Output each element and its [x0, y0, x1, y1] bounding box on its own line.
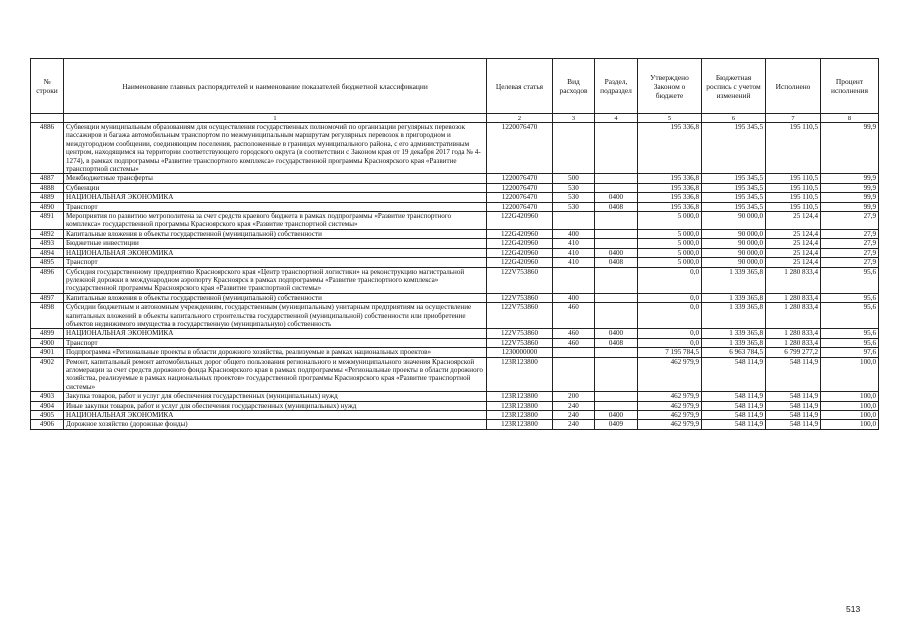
row-section: 0400 — [595, 248, 638, 257]
row-kind: 460 — [553, 329, 595, 338]
row-section: 0408 — [595, 258, 638, 267]
row-section: 0408 — [595, 338, 638, 347]
row-kind: 530 — [553, 193, 595, 202]
row-name: Капитальные вложения в объекты государственной (муниципальной) собственности — [64, 229, 487, 238]
table-row — [31, 258, 879, 267]
row-section — [595, 267, 638, 293]
row-approved: 7 195 784,5 — [638, 348, 702, 357]
row-executed: 1 280 833,4 — [766, 338, 821, 347]
column-number: 7 — [766, 114, 821, 123]
table-body — [31, 123, 879, 430]
row-kind: 410 — [553, 239, 595, 248]
row-section: 0400 — [595, 411, 638, 420]
row-percent: 97,6 — [821, 348, 879, 357]
row-number: 4903 — [31, 392, 64, 401]
table-row — [31, 348, 879, 357]
row-kind: 460 — [553, 338, 595, 347]
row-section — [595, 357, 638, 392]
row-schedule: 90 000,0 — [702, 212, 766, 230]
row-target: 1220076470 — [487, 193, 553, 202]
row-target: 122G420960 — [487, 248, 553, 257]
table-row — [31, 420, 879, 429]
row-target: 122V753860 — [487, 293, 553, 302]
row-percent: 99,9 — [821, 183, 879, 192]
header-kind: Вид расходов — [553, 59, 595, 114]
header-name: Наименование главных распорядителей и наименование показателей бюджетной классификации — [64, 59, 487, 114]
row-number: 4893 — [31, 239, 64, 248]
row-executed: 25 124,4 — [766, 248, 821, 257]
column-number-row — [31, 114, 879, 123]
row-name: Субсидия государственному предприятию Красноярского края «Центр транспортной логистики» на реконструкцию магистральной рулежной дорожки в международном аэропорту Красноярск в рамках подпрограммы «Развитие транспортного комплекса» государственной программы Красноярского края «Развитие транспортной системы» — [64, 267, 487, 293]
row-percent: 99,9 — [821, 193, 879, 202]
table-row — [31, 401, 879, 410]
row-section — [595, 123, 638, 174]
row-kind: 200 — [553, 392, 595, 401]
row-schedule: 90 000,0 — [702, 258, 766, 267]
row-name: НАЦИОНАЛЬНАЯ ЭКОНОМИКА — [64, 411, 487, 420]
table-row — [31, 329, 879, 338]
row-name: Транспорт — [64, 202, 487, 211]
row-percent: 27,9 — [821, 258, 879, 267]
row-target: 123R123800 — [487, 392, 553, 401]
row-percent: 27,9 — [821, 248, 879, 257]
row-number: 4906 — [31, 420, 64, 429]
row-kind: 400 — [553, 229, 595, 238]
row-schedule: 1 339 365,8 — [702, 303, 766, 329]
row-target: 1230000000 — [487, 348, 553, 357]
row-percent: 100,0 — [821, 420, 879, 429]
row-kind: 240 — [553, 401, 595, 410]
row-target: 123R123800 — [487, 401, 553, 410]
table-header — [31, 59, 879, 123]
table-row — [31, 229, 879, 238]
row-schedule: 90 000,0 — [702, 229, 766, 238]
row-number: 4899 — [31, 329, 64, 338]
column-number: 1 — [64, 114, 487, 123]
row-executed: 25 124,4 — [766, 229, 821, 238]
row-approved: 195 336,8 — [638, 183, 702, 192]
row-section — [595, 392, 638, 401]
row-schedule: 1 339 365,8 — [702, 293, 766, 302]
row-number: 4889 — [31, 193, 64, 202]
row-section: 0409 — [595, 420, 638, 429]
row-kind: 530 — [553, 183, 595, 192]
row-kind: 460 — [553, 303, 595, 329]
column-number: 2 — [487, 114, 553, 123]
row-approved: 195 336,8 — [638, 193, 702, 202]
table-row — [31, 202, 879, 211]
row-approved: 0,0 — [638, 267, 702, 293]
row-executed: 548 114,9 — [766, 401, 821, 410]
row-percent: 100,0 — [821, 392, 879, 401]
row-approved: 462 979,9 — [638, 411, 702, 420]
row-executed: 195 110,5 — [766, 174, 821, 183]
row-number: 4898 — [31, 303, 64, 329]
row-name: Субвенции муниципальным образованиям для осуществления государственных полномочий по организации регулярных перевозок пассажиров и багажа автомобильным транспортом по межмуниципальным маршрутам регулярных перевозок в пригородном и междугородном сообщении, соединяющим поселения, расположенные в границах муниципального района, с его административным центром, находящимся на территории соответствующего городского округа (в соответствии с Законом края от 19 декабря 2017 года № 4-1274), в рамках подпрограммы «Развитие транспортного комплекса» государственной программы Красноярского края «Развитие транспортной системы» — [64, 123, 487, 174]
table-row — [31, 193, 879, 202]
row-percent: 95,6 — [821, 293, 879, 302]
row-name: НАЦИОНАЛЬНАЯ ЭКОНОМИКА — [64, 248, 487, 257]
row-number: 4902 — [31, 357, 64, 392]
row-schedule: 90 000,0 — [702, 239, 766, 248]
row-section — [595, 229, 638, 238]
header-section: Раздел, подраздел — [595, 59, 638, 114]
row-name: Транспорт — [64, 258, 487, 267]
row-schedule: 548 114,9 — [702, 392, 766, 401]
row-percent: 100,0 — [821, 411, 879, 420]
row-name: Субвенции — [64, 183, 487, 192]
header-row-no: № строки — [31, 59, 64, 114]
row-section — [595, 212, 638, 230]
row-number: 4891 — [31, 212, 64, 230]
row-name: Подпрограмма «Региональные проекты в области дорожного хозяйства, реализуемые в рамках национальных проектов» — [64, 348, 487, 357]
column-number-blank — [31, 114, 64, 123]
column-number: 4 — [595, 114, 638, 123]
table-row — [31, 123, 879, 174]
row-schedule: 548 114,9 — [702, 411, 766, 420]
row-name: Межбюджетные трансферты — [64, 174, 487, 183]
row-kind: 240 — [553, 411, 595, 420]
row-approved: 0,0 — [638, 338, 702, 347]
row-approved: 0,0 — [638, 303, 702, 329]
row-schedule: 195 345,5 — [702, 193, 766, 202]
row-executed: 195 110,5 — [766, 202, 821, 211]
row-approved: 462 979,9 — [638, 392, 702, 401]
row-kind: 530 — [553, 202, 595, 211]
row-schedule: 195 345,5 — [702, 183, 766, 192]
table-row — [31, 183, 879, 192]
table-row — [31, 239, 879, 248]
row-executed: 548 114,9 — [766, 420, 821, 429]
row-number: 4894 — [31, 248, 64, 257]
row-target: 122G420960 — [487, 212, 553, 230]
row-number: 4901 — [31, 348, 64, 357]
row-target: 1220076470 — [487, 123, 553, 174]
row-approved: 195 336,8 — [638, 174, 702, 183]
row-number: 4904 — [31, 401, 64, 410]
row-name: НАЦИОНАЛЬНАЯ ЭКОНОМИКА — [64, 193, 487, 202]
page-number: 513 — [846, 604, 861, 614]
row-kind: 500 — [553, 174, 595, 183]
row-target: 122G420960 — [487, 258, 553, 267]
row-approved: 0,0 — [638, 329, 702, 338]
header-schedule: Бюджетная роспись с учетом изменений — [702, 59, 766, 114]
row-section — [595, 183, 638, 192]
row-section — [595, 174, 638, 183]
table-row — [31, 248, 879, 257]
header-approved: Утверждено Законом о бюджете — [638, 59, 702, 114]
row-percent: 95,6 — [821, 338, 879, 347]
row-schedule: 195 345,5 — [702, 123, 766, 174]
row-number: 4890 — [31, 202, 64, 211]
row-approved: 462 979,9 — [638, 420, 702, 429]
row-executed: 195 110,5 — [766, 183, 821, 192]
row-section: 0400 — [595, 329, 638, 338]
row-percent: 95,6 — [821, 329, 879, 338]
row-executed: 25 124,4 — [766, 239, 821, 248]
row-percent: 95,6 — [821, 303, 879, 329]
row-section — [595, 401, 638, 410]
row-executed: 25 124,4 — [766, 212, 821, 230]
row-schedule: 1 339 365,8 — [702, 338, 766, 347]
row-executed: 548 114,9 — [766, 392, 821, 401]
row-name: Иные закупки товаров, работ и услуг для обеспечения государственных (муниципальных) нужд — [64, 401, 487, 410]
column-number: 8 — [821, 114, 879, 123]
row-target: 122G420960 — [487, 229, 553, 238]
row-approved: 462 979,9 — [638, 357, 702, 392]
row-schedule: 195 345,5 — [702, 202, 766, 211]
row-approved: 0,0 — [638, 293, 702, 302]
row-schedule: 548 114,9 — [702, 401, 766, 410]
table-row — [31, 338, 879, 347]
row-name: Мероприятия по развитию метрополитена за счет средств краевого бюджета в рамках подпрограммы «Развитие транспортного комплекса» государственной программы Красноярского края «Развитие транспортной системы» — [64, 212, 487, 230]
row-kind — [553, 267, 595, 293]
row-executed: 6 799 277,2 — [766, 348, 821, 357]
row-kind — [553, 357, 595, 392]
row-executed: 195 110,5 — [766, 193, 821, 202]
budget-table — [30, 58, 879, 430]
row-name: НАЦИОНАЛЬНАЯ ЭКОНОМИКА — [64, 329, 487, 338]
table-row — [31, 357, 879, 392]
row-section — [595, 303, 638, 329]
row-number: 4886 — [31, 123, 64, 174]
row-schedule: 195 345,5 — [702, 174, 766, 183]
row-number: 4887 — [31, 174, 64, 183]
row-section — [595, 348, 638, 357]
row-number: 4896 — [31, 267, 64, 293]
row-name: Капитальные вложения в объекты государственной (муниципальной) собственности — [64, 293, 487, 302]
row-approved: 5 000,0 — [638, 239, 702, 248]
row-schedule: 548 114,9 — [702, 420, 766, 429]
row-target: 1220076470 — [487, 174, 553, 183]
budget-sheet — [30, 58, 878, 430]
row-kind: 410 — [553, 258, 595, 267]
column-number: 3 — [553, 114, 595, 123]
row-percent: 99,9 — [821, 174, 879, 183]
row-section: 0400 — [595, 193, 638, 202]
row-target: 123R123800 — [487, 420, 553, 429]
row-kind: 400 — [553, 293, 595, 302]
row-target: 1220076470 — [487, 183, 553, 192]
table-row — [31, 293, 879, 302]
table-row — [31, 267, 879, 293]
row-schedule: 1 339 365,8 — [702, 329, 766, 338]
row-schedule: 1 339 365,8 — [702, 267, 766, 293]
row-approved: 5 000,0 — [638, 212, 702, 230]
row-approved: 5 000,0 — [638, 248, 702, 257]
row-name: Закупка товаров, работ и услуг для обеспечения государственных (муниципальных) нужд — [64, 392, 487, 401]
row-approved: 5 000,0 — [638, 229, 702, 238]
row-approved: 195 336,8 — [638, 202, 702, 211]
row-kind — [553, 212, 595, 230]
row-percent: 100,0 — [821, 401, 879, 410]
row-approved: 5 000,0 — [638, 258, 702, 267]
row-name: Дорожное хозяйство (дорожные фонды) — [64, 420, 487, 429]
header-target: Целевая статья — [487, 59, 553, 114]
table-row — [31, 174, 879, 183]
row-percent: 99,9 — [821, 123, 879, 174]
row-percent: 99,9 — [821, 202, 879, 211]
table-row — [31, 303, 879, 329]
row-target: 123R123800 — [487, 357, 553, 392]
row-percent: 95,6 — [821, 267, 879, 293]
row-executed: 195 110,5 — [766, 123, 821, 174]
row-executed: 548 114,9 — [766, 411, 821, 420]
table-row — [31, 212, 879, 230]
row-schedule: 90 000,0 — [702, 248, 766, 257]
row-executed: 25 124,4 — [766, 258, 821, 267]
table-row — [31, 411, 879, 420]
row-target: 122V753860 — [487, 303, 553, 329]
row-number: 4895 — [31, 258, 64, 267]
row-percent: 27,9 — [821, 229, 879, 238]
row-executed: 1 280 833,4 — [766, 303, 821, 329]
row-approved: 195 336,8 — [638, 123, 702, 174]
header-executed: Исполнено — [766, 59, 821, 114]
row-target: 123R123800 — [487, 411, 553, 420]
row-number: 4905 — [31, 411, 64, 420]
row-number: 4897 — [31, 293, 64, 302]
row-section: 0408 — [595, 202, 638, 211]
row-target: 122V753860 — [487, 329, 553, 338]
row-name: Ремонт, капитальный ремонт автомобильных дорог общего пользования регионального и межмуниципального значения Красноярской агломерации за счет средств дорожного фонда Красноярского края в рамках подпрограммы «Региональные проекты в области дорожного хозяйства, реализуемые в рамках национальных проектов» государственной программы Красноярского края «Развитие транспортной системы» — [64, 357, 487, 392]
row-percent: 27,9 — [821, 239, 879, 248]
table-row — [31, 392, 879, 401]
row-target: 122V753860 — [487, 338, 553, 347]
row-schedule: 6 963 784,5 — [702, 348, 766, 357]
row-executed: 1 280 833,4 — [766, 293, 821, 302]
column-number: 5 — [638, 114, 702, 123]
column-number: 6 — [702, 114, 766, 123]
row-kind — [553, 348, 595, 357]
row-target: 1220076470 — [487, 202, 553, 211]
row-approved: 462 979,9 — [638, 401, 702, 410]
row-name: Субсидии бюджетным и автономным учреждениям, государственным (муниципальным) унитарным предприятиям на осуществление капитальных вложений в объекты капитального строительства государственной (муниципальной) собственности или приобретение объектов недвижимого имущества в государственную (муниципальную) собственность — [64, 303, 487, 329]
row-percent: 27,9 — [821, 212, 879, 230]
row-number: 4900 — [31, 338, 64, 347]
row-executed: 1 280 833,4 — [766, 329, 821, 338]
row-name: Транспорт — [64, 338, 487, 347]
row-name: Бюджетные инвестиции — [64, 239, 487, 248]
row-percent: 100,0 — [821, 357, 879, 392]
row-number: 4888 — [31, 183, 64, 192]
row-target: 122V753860 — [487, 267, 553, 293]
row-target: 122G420960 — [487, 239, 553, 248]
row-executed: 548 114,9 — [766, 357, 821, 392]
row-number: 4892 — [31, 229, 64, 238]
header-percent: Процент исполнения — [821, 59, 879, 114]
row-executed: 1 280 833,4 — [766, 267, 821, 293]
row-kind: 410 — [553, 248, 595, 257]
row-section — [595, 293, 638, 302]
row-kind — [553, 123, 595, 174]
row-kind: 240 — [553, 420, 595, 429]
row-schedule: 548 114,9 — [702, 357, 766, 392]
row-section — [595, 239, 638, 248]
